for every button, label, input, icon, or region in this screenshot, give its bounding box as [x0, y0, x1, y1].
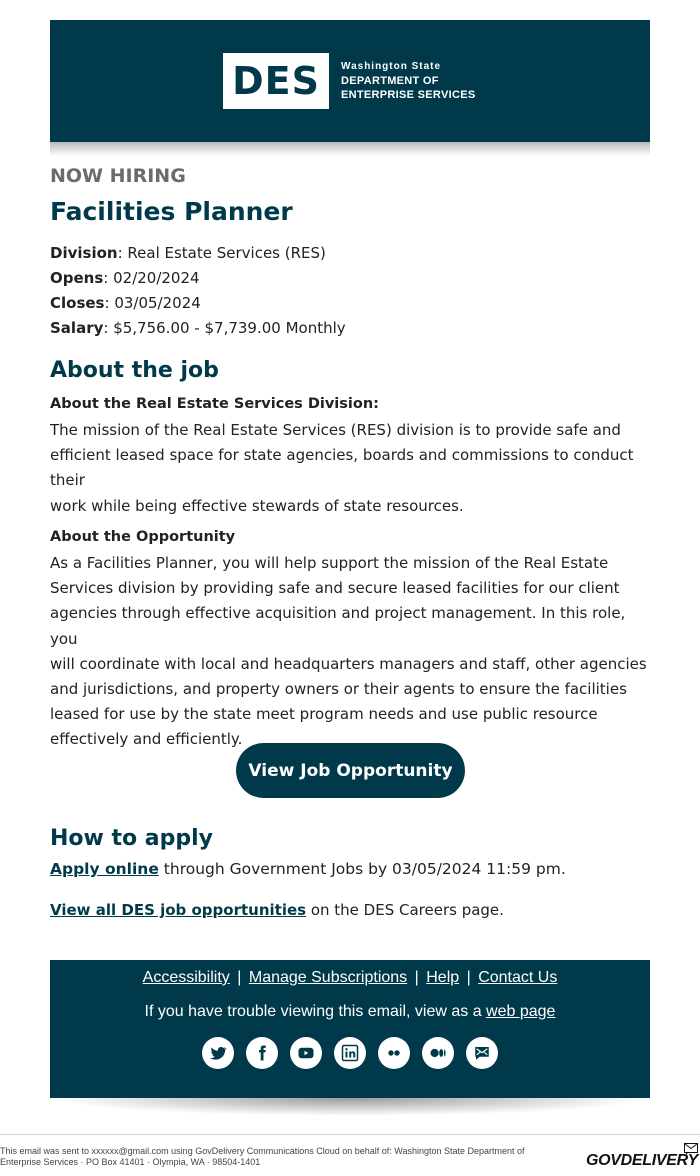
opens-value: : 02/20/2024 — [103, 269, 200, 287]
email-icon[interactable] — [466, 1037, 498, 1069]
footer-shadow — [50, 1098, 650, 1116]
res-line: The mission of the Real Estate Services (RES) division is to provide safe and — [50, 421, 621, 439]
footer — [50, 960, 650, 1098]
closes-value: : 03/05/2024 — [104, 294, 201, 312]
govdelivery-logo[interactable]: GOVDELIVERY — [586, 1152, 698, 1169]
view-all-rest: on the DES Careers page. — [306, 901, 504, 919]
job-facts — [50, 241, 650, 341]
govdelivery-envelope-icon — [684, 1143, 698, 1155]
opportunity-heading: About the Opportunity — [50, 529, 236, 545]
res-division-heading: About the Real Estate Services Division: — [50, 396, 379, 412]
disclaimer-line-1: This email was sent to xxxxxx@gmail.com using GovDelivery Communications Cloud on behalf of: Washington State Department of — [0, 1146, 525, 1156]
res-line: work while being effective stewards of state resources. — [50, 496, 464, 515]
opp-line: Services division by providing safe and secure leased facilities for our client — [50, 579, 620, 598]
logo-line-2: DEPARTMENT OF — [341, 75, 439, 87]
header-shadow — [50, 142, 650, 156]
header-banner — [50, 20, 650, 142]
apply-online-line — [50, 860, 650, 878]
about-heading: About the job — [50, 358, 219, 383]
res-division-text — [50, 418, 650, 519]
youtube-icon[interactable] — [290, 1037, 322, 1069]
fact-closes — [50, 291, 650, 316]
linkedin-icon[interactable] — [334, 1037, 366, 1069]
disclaimer — [0, 1146, 590, 1168]
medium-icon[interactable] — [422, 1037, 454, 1069]
apply-online-rest: through Government Jobs by 03/05/2024 11:59 pm. — [158, 860, 566, 878]
opp-line: will coordinate with local and headquarters managers and staff, other agencies — [50, 654, 647, 673]
job-title: Facilities Planner — [50, 197, 293, 226]
view-all-jobs-link[interactable]: View all DES job opportunities — [50, 901, 307, 919]
fact-salary — [50, 316, 650, 341]
separator: | — [466, 969, 471, 986]
logo-line-3: ENTERPRISE SERVICES — [341, 89, 476, 101]
separator: | — [237, 969, 242, 986]
contact-us-link[interactable]: Contact Us — [478, 969, 558, 986]
trouble-text: If you have trouble viewing this email, view as a — [144, 1003, 487, 1020]
des-logo[interactable] — [223, 53, 329, 109]
opens-label: Opens — [50, 269, 104, 287]
salary-value: : $5,756.00 - $7,739.00 Monthly — [103, 319, 346, 337]
fact-division — [50, 241, 650, 266]
facebook-icon[interactable] — [246, 1037, 278, 1069]
view-job-opportunity-button[interactable]: View Job Opportunity — [236, 743, 465, 798]
logo-line-1: Washington State — [341, 61, 442, 72]
logo-text — [341, 60, 475, 102]
opportunity-text — [50, 551, 650, 753]
opp-line: agencies through effective acquisition and project management. In this role, you — [50, 604, 626, 648]
help-link[interactable]: Help — [426, 969, 460, 986]
opp-line: effectively and efficiently. — [50, 730, 243, 749]
social-links — [202, 1037, 498, 1069]
manage-subscriptions-link[interactable]: Manage Subscriptions — [248, 969, 408, 986]
accessibility-link[interactable]: Accessibility — [142, 969, 230, 986]
now-hiring-label: NOW HIRING — [50, 165, 186, 187]
res-line: efficient leased space for state agencies, boards and commissions to conduct their — [50, 446, 634, 490]
footer-links — [50, 969, 650, 987]
bottom-rule — [0, 1134, 700, 1135]
trouble-viewing-line — [50, 1003, 650, 1021]
disclaimer-line-2: Enterprise Services · PO Box 41401 · Olympia, WA · 98504-1401 — [0, 1157, 261, 1167]
opp-line: As a Facilities Planner, you will help support the mission of the Real Estate — [50, 554, 609, 572]
flickr-icon[interactable] — [378, 1037, 410, 1069]
salary-label: Salary — [50, 319, 104, 337]
closes-label: Closes — [50, 294, 105, 312]
web-page-link[interactable]: web page — [486, 1003, 556, 1020]
fact-opens — [50, 266, 650, 291]
division-value: : Real Estate Services (RES) — [117, 244, 326, 262]
division-label: Division — [50, 244, 118, 262]
opp-line: leased for use by the state meet program needs and use public resource — [50, 705, 598, 724]
apply-online-link[interactable]: Apply online — [50, 860, 159, 878]
separator: | — [414, 969, 419, 986]
logo-mark: DES — [232, 59, 320, 103]
how-to-apply-heading: How to apply — [50, 826, 214, 851]
opp-line: and jurisdictions, and property owners or their agents to ensure the facilities — [50, 680, 627, 699]
view-all-line — [50, 901, 650, 919]
twitter-icon[interactable] — [202, 1037, 234, 1069]
